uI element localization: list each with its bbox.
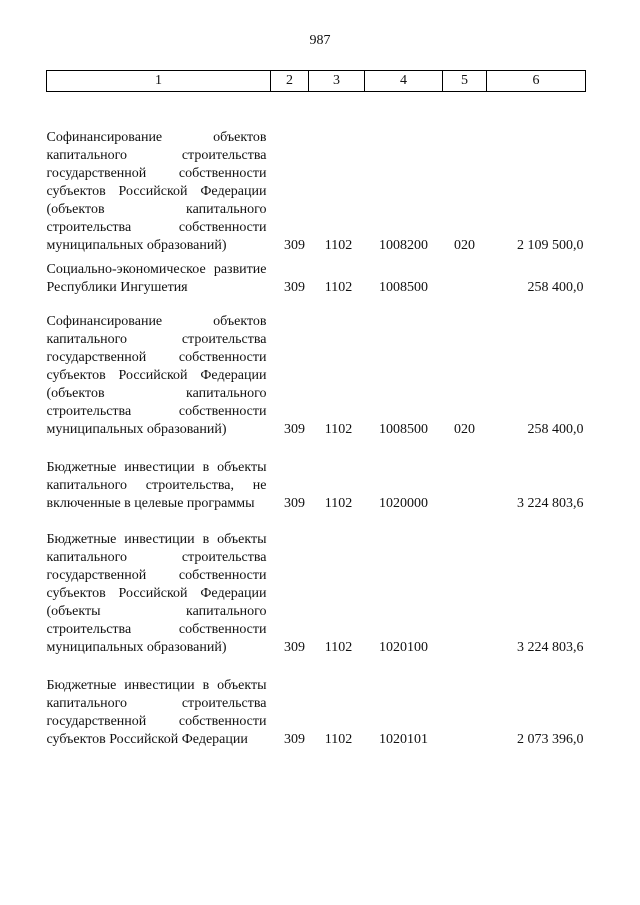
- row-name: Софинансирование объектов капитального строительства государственной собственности субъектов Российской Федерации (объектов капитального строительства собственности муниципальных образований): [46, 313, 267, 437]
- row-code-2: 309: [284, 639, 305, 655]
- row-code-2: 309: [284, 279, 305, 295]
- row-code-3: 1102: [324, 279, 353, 295]
- row-code-3: 1102: [324, 495, 353, 511]
- row-name: Бюджетные инвестиции в объекты капитального строительства государственной собственности субъектов Российской Федерации (объекты капитального строительства собственности муниципальных образований): [46, 531, 267, 655]
- table-row: [47, 92, 586, 258]
- row-code-4: 1020000: [379, 495, 428, 511]
- table-row: [47, 300, 586, 442]
- table-row: [47, 442, 586, 516]
- row-code-5: [443, 660, 487, 752]
- row-amount: 3 224 803,6: [517, 495, 584, 511]
- row-code-3: 1102: [324, 237, 353, 253]
- row-code-4: 1020101: [379, 731, 428, 747]
- row-amount: 3 224 803,6: [517, 639, 584, 655]
- row-name: Бюджетные инвестиции в объекты капитального строительства государственной собственности субъектов Российской Федерации: [46, 677, 267, 747]
- row-code-4: 1008500: [379, 421, 428, 437]
- row-code-3: 1102: [324, 731, 353, 747]
- row-name: Софинансирование объектов капитального строительства государственной собственности субъектов Российской Федерации (объектов капитального строительства собственности муниципальных образований): [46, 129, 267, 253]
- row-code-5: [443, 258, 487, 300]
- column-header: 4: [365, 71, 443, 92]
- page-number: 987: [309, 33, 331, 48]
- row-code-5: 020: [454, 421, 475, 437]
- row-code-3: 1102: [324, 639, 353, 655]
- row-name: Бюджетные инвестиции в объекты капитального строительства, не включенные в целевые программы: [46, 459, 267, 511]
- row-amount: 2 109 500,0: [517, 237, 584, 253]
- row-amount: 2 073 396,0: [517, 731, 584, 747]
- row-code-5: [443, 516, 487, 660]
- column-header: 2: [271, 71, 309, 92]
- table-row: [47, 660, 586, 752]
- column-header: 6: [487, 71, 586, 92]
- column-header: 1: [47, 71, 271, 92]
- row-code-2: 309: [284, 421, 305, 437]
- row-code-2: 309: [284, 237, 305, 253]
- row-code-4: 1008500: [379, 279, 428, 295]
- row-code-3: 1102: [324, 421, 353, 437]
- column-header: 3: [309, 71, 365, 92]
- budget-table: [46, 70, 586, 752]
- row-amount: 258 400,0: [527, 279, 584, 295]
- row-name: Социально-экономическое развитие Республики Ингушетия: [46, 261, 267, 295]
- row-code-2: 309: [284, 495, 305, 511]
- row-code-5: 020: [454, 237, 475, 253]
- table-row: [47, 258, 586, 300]
- row-code-5: [443, 442, 487, 516]
- row-code-2: 309: [284, 731, 305, 747]
- row-amount: 258 400,0: [527, 421, 584, 437]
- row-code-4: 1020100: [379, 639, 428, 655]
- row-code-4: 1008200: [379, 237, 428, 253]
- header-row: [47, 71, 586, 92]
- column-header: 5: [443, 71, 487, 92]
- table-row: [47, 516, 586, 660]
